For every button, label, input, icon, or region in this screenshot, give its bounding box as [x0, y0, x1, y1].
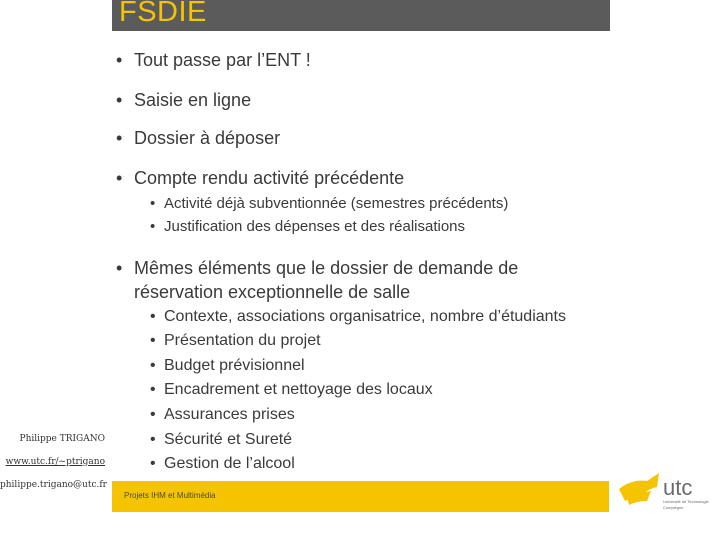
logo-text: utc — [663, 475, 693, 500]
list-item-text: Assurances prises — [164, 406, 295, 423]
bullet-memes-elements-cont — [134, 280, 410, 304]
author-name: Philippe TRIGANO — [19, 434, 105, 444]
footer-text: Projets IHM et Multimédia — [124, 491, 216, 500]
logo-subtitle-1: Université de Technologie — [663, 499, 709, 504]
list-item — [150, 378, 433, 402]
page-title: FSDIE — [119, 0, 207, 28]
bullet-dot: • — [116, 128, 123, 148]
bullet-dot: • — [150, 431, 156, 448]
list-item — [150, 329, 321, 353]
bullet-text: Tout passe par l’ENT ! — [134, 50, 311, 70]
logo-subtitle-2: Compiègne — [663, 505, 684, 510]
bullet-dot: • — [116, 50, 123, 70]
bullet-ent — [116, 48, 311, 72]
bullet-dot: • — [150, 308, 156, 325]
bullet-dot: • — [116, 258, 123, 278]
bullet-text: réservation exceptionnelle de salle — [134, 282, 411, 302]
bullet-dot: • — [150, 218, 156, 235]
bullet-text: Mêmes éléments que le dossier de demande de — [134, 258, 519, 278]
bullet-dossier — [116, 126, 280, 150]
bullet-dot: • — [150, 381, 156, 398]
footer-bar — [112, 481, 609, 512]
sub-bullet-text: Activité déjà subventionnée (semestres précédents) — [164, 195, 509, 212]
list-item — [150, 305, 566, 329]
author-website-link[interactable]: www.utc.fr/~ptrigano — [5, 457, 105, 467]
sub-bullet-text: Justification des dépenses et des réalisations — [164, 218, 466, 235]
list-item — [150, 428, 292, 452]
bullet-dot: • — [116, 90, 123, 110]
bullet-memes-elements — [116, 256, 518, 280]
author-email[interactable]: philippe.trigano@utc.fr — [0, 480, 107, 490]
bullet-dot: • — [150, 357, 156, 374]
bullet-text: Saisie en ligne — [134, 90, 252, 110]
list-item-text: Budget prévisionnel — [164, 357, 305, 374]
sub-bullet-activite — [150, 193, 508, 215]
bullet-dot: • — [150, 455, 156, 472]
list-item — [150, 452, 295, 476]
bullet-dot: • — [150, 332, 156, 349]
list-item-text: Présentation du projet — [164, 332, 321, 349]
bullet-dot: • — [116, 168, 123, 188]
list-item — [150, 403, 295, 427]
bullet-dot: • — [150, 406, 156, 423]
bullet-text: Dossier à déposer — [134, 128, 281, 148]
utc-logo-icon — [617, 467, 717, 517]
bullet-dot: • — [150, 195, 156, 212]
list-item-text: Gestion de l’alcool — [164, 455, 295, 472]
bullet-compte-rendu — [116, 166, 404, 190]
list-item-text: Contexte, associations organisatrice, nombre d’étudiants — [164, 308, 566, 325]
list-item-text: Encadrement et nettoyage des locaux — [164, 381, 433, 398]
list-item — [150, 354, 305, 378]
utc-logo — [617, 467, 717, 517]
list-item-text: Sécurité et Sureté — [164, 431, 293, 448]
bullet-saisie — [116, 88, 251, 112]
sub-bullet-justification — [150, 216, 465, 238]
bullet-text: Compte rendu activité précédente — [134, 168, 405, 188]
